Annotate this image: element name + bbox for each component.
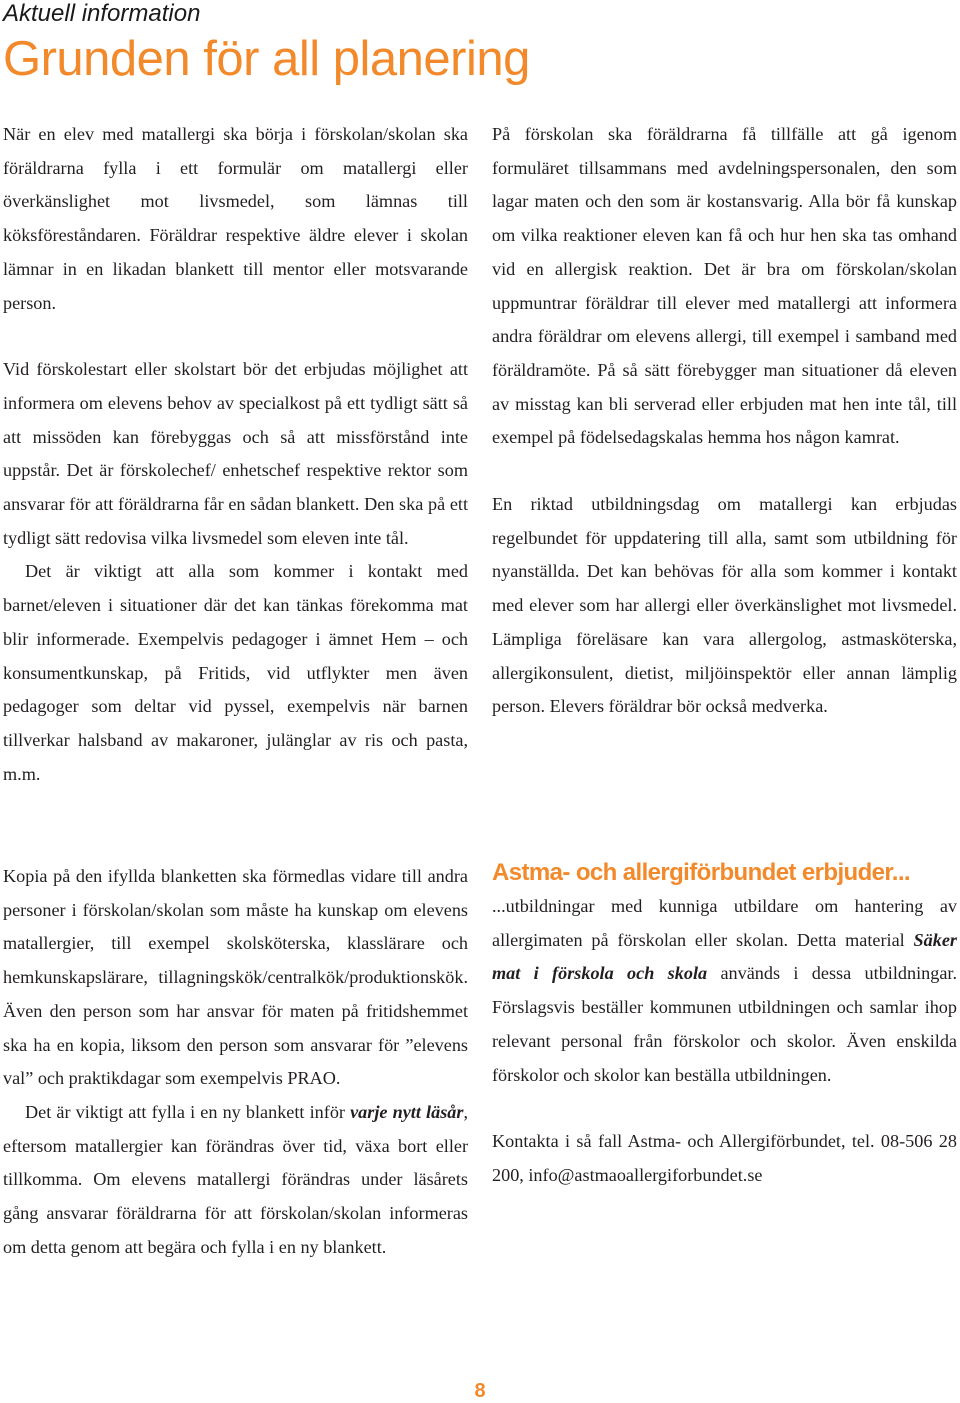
school-start-paragraph: Vid förskolestart eller skolstart bör det erbjudas möjlighet att informera om elevens behov av specialkost på ett tydligt sätt så att missöden kan förebyggas och så att missförstånd inte uppstår. Det är förskolechef/ enhetschef respektive rektor som ansvarar för att föräldrarna får en sådan blankett. Den ska på ett tydligt sätt redovisa vilka livsmedel som eleven inte tål. [3, 359, 468, 548]
new-form-text-end: , eftersom matallergier kan förändras över tid, växa bort eller tillkomma. Om elevens matallergi förändras under läsårets gång ansvarar föräldrarna för att förskolan/skolan informeras om detta genom att begära och fylla i en ny blankett. [3, 1101, 468, 1257]
left-column-top [3, 118, 468, 791]
left-column-bottom [3, 860, 468, 1264]
inform-everyone-paragraph: Det är viktigt att alla som kommer i kontakt med barnet/eleven i situationer där det kan tänkas förekomma mat blir informerade. Exempelvis pedagoger i ämnet Hem – och konsumentkunskap, på Fritids, vid utflykter men även pedagoger som deltar vid pyssel, exempelvis när barnen tillverkar halsband av makaroner, julänglar av ris och pasta, m.m. [3, 561, 468, 784]
offer-paragraph [492, 890, 957, 1092]
offer-heading: Astma- och allergiförbundet erbjuder... [492, 859, 910, 886]
offer-text-start: ...utbildningar med kunniga utbildare om hantering av allergimaten på förskolan eller skolan. Detta material [492, 896, 957, 950]
section-label: Aktuell information [3, 0, 201, 27]
right-column-bottom [492, 858, 957, 1193]
material-title: Säker mat i förskola och skola [492, 929, 957, 984]
new-form-text-start: Det är viktigt att fylla i en ny blankett inför [25, 1101, 351, 1122]
copy-form-paragraph: Kopia på den ifyllda blanketten ska förmedlas vidare till andra personer i förskolan/skolan som måste ha kunskap om elevens matallergier, till exempel skolsköterska, klasslärare och hemkunskapslärare, tillagningskök/centralkök/produktionskök. Även den person som har ansvar för maten på fritidshemmet ska ha en kopia, liksom den person som ansvarar för ”elevens val” och praktikdagar som exempelvis PRAO. [3, 866, 468, 1089]
page-number: 8 [474, 1380, 486, 1402]
right-column-top [492, 118, 957, 724]
new-form-emphasis: varje nytt läsår [350, 1101, 464, 1122]
preschool-paragraph: På förskolan ska föräldrarna få tillfälle att gå igenom formuläret tillsammans med avdelningspersonalen, den som lagar maten och den som är kostansvarig. Alla bör få kunskap om vilka reaktioner eleven kan få och hur hen ska tas omhand vid en allergisk reaktion. Det är bra om förskolan/skolan uppmuntrar föräldrar till elever med matallergi att informera andra föräldrar om elevens allergi, till exempel i samband med föräldramöte. På så sätt förebygger man situationer då eleven av misstag kan bli serverad eller erbjuden mat hen inte tål, till exempel på födelsedagskalas hemma hos någon kamrat. [492, 124, 957, 448]
contact-paragraph: Kontakta i så fall Astma- och Allergiförbundet, tel. 08-506 28 200, info@astmaoallergiforbundet.se [492, 1131, 957, 1185]
training-day-paragraph: En riktad utbildningsdag om matallergi kan erbjudas regelbundet för uppdatering till alla, samt som utbildning för nyanställda. Det kan behövas för alla som kommer i kontakt med elever som har allergi eller överkänslighet mot livsmedel. Lämpliga föreläsare kan vara allergolog, astmasköterska, allergikonsulent, dietist, miljöinspektör eller annan lämplig person. Elevers föräldrar bör också medverka. [492, 494, 957, 717]
new-form-paragraph [3, 1096, 468, 1265]
page-title: Grunden för all planering [3, 32, 530, 86]
offer-text-end: används i dessa utbildningar. Förslagsvis beställer kommunen utbildningen och samlar ihop relevant personal från förskolor och skolor. Även enskilda förskolor och skolor kan beställa utbildningen. [492, 963, 957, 1085]
intro-paragraph: När en elev med matallergi ska börja i förskolan/skolan ska föräldrarna fylla i ett formulär om matallergi eller överkänslighet mot livsmedel, som lämnas till köksföreståndaren. Föräldrar respektive äldre elever i skolan lämnar in en likadan blankett till mentor eller motsvarande person. [3, 124, 468, 313]
